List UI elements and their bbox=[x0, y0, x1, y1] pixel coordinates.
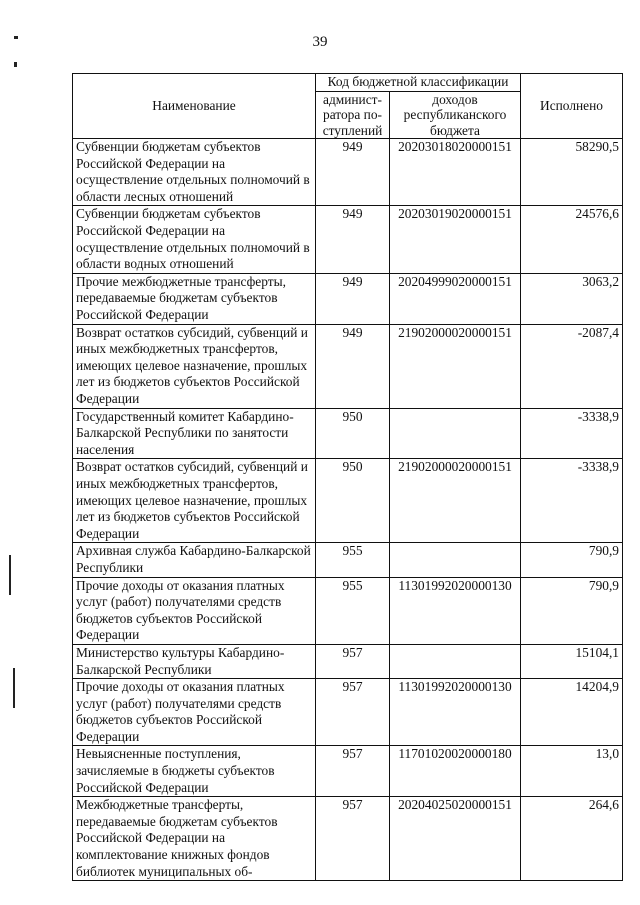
cell-name: Министерство культуры Кабардино-Балкарской Республики bbox=[73, 644, 316, 678]
cell-income-code: 11301992020000130 bbox=[390, 679, 521, 746]
table-row bbox=[73, 797, 623, 881]
cell-income-code: 21902000020000151 bbox=[390, 324, 521, 408]
table-row bbox=[73, 206, 623, 273]
cell-executed-amount: 790,9 bbox=[521, 543, 623, 577]
cell-executed-amount: 15104,1 bbox=[521, 644, 623, 678]
cell-executed-amount: 790,9 bbox=[521, 577, 623, 644]
cell-income-code bbox=[390, 543, 521, 577]
header-income: доходов республиканского бюджета bbox=[390, 91, 521, 139]
page-number: 39 bbox=[312, 34, 328, 50]
scan-margin-mark bbox=[9, 555, 11, 595]
scan-margin-mark bbox=[14, 36, 18, 39]
scan-margin-mark bbox=[13, 668, 15, 708]
table-row bbox=[73, 543, 623, 577]
cell-administrator-code: 949 bbox=[316, 324, 390, 408]
cell-administrator-code: 955 bbox=[316, 577, 390, 644]
cell-executed-amount: 14204,9 bbox=[521, 679, 623, 746]
cell-income-code: 11701020020000180 bbox=[390, 746, 521, 797]
cell-executed-amount: -3338,9 bbox=[521, 459, 623, 543]
cell-name: Возврат остатков субсидий, субвенций и иных межбюджетных трансфертов, имеющих целевое назначение, прошлых лет из бюджетов субъектов Российской Федерации bbox=[73, 324, 316, 408]
header-name: Наименование bbox=[73, 74, 316, 139]
table-row bbox=[73, 459, 623, 543]
budget-revenue-table bbox=[72, 73, 623, 881]
cell-income-code: 21902000020000151 bbox=[390, 459, 521, 543]
cell-name: Прочие межбюджетные трансферты, передаваемые бюджетам субъектов Российской Федерации bbox=[73, 273, 316, 324]
scan-margin-mark bbox=[14, 62, 17, 67]
cell-name: Субвенции бюджетам субъектов Российской Федерации на осуществление отдельных полномочий в области лесных отношений bbox=[73, 139, 316, 206]
cell-administrator-code: 957 bbox=[316, 746, 390, 797]
cell-executed-amount: 58290,5 bbox=[521, 139, 623, 206]
header-classification-group: Код бюджетной классификации bbox=[316, 74, 521, 92]
table-row bbox=[73, 644, 623, 678]
table-row bbox=[73, 273, 623, 324]
cell-income-code bbox=[390, 408, 521, 459]
cell-administrator-code: 950 bbox=[316, 408, 390, 459]
cell-income-code bbox=[390, 644, 521, 678]
table-row bbox=[73, 408, 623, 459]
cell-administrator-code: 950 bbox=[316, 459, 390, 543]
table-row bbox=[73, 324, 623, 408]
cell-name: Межбюджетные трансферты, передаваемые бюджетам субъектов Российской Федерации на комплектование книжных фондов библиотек муниципальных об- bbox=[73, 797, 316, 881]
cell-administrator-code: 957 bbox=[316, 644, 390, 678]
cell-name: Архивная служба Кабардино-Балкарской Республики bbox=[73, 543, 316, 577]
cell-administrator-code: 949 bbox=[316, 206, 390, 273]
table-body bbox=[73, 139, 623, 881]
cell-income-code: 20203019020000151 bbox=[390, 206, 521, 273]
cell-income-code: 20203018020000151 bbox=[390, 139, 521, 206]
cell-administrator-code: 949 bbox=[316, 139, 390, 206]
cell-name: Государственный комитет Кабардино-Балкарской Республики по занятости населения bbox=[73, 408, 316, 459]
cell-executed-amount: -3338,9 bbox=[521, 408, 623, 459]
cell-income-code: 11301992020000130 bbox=[390, 577, 521, 644]
table-row bbox=[73, 746, 623, 797]
cell-administrator-code: 955 bbox=[316, 543, 390, 577]
header-executed: Исполнено bbox=[521, 74, 623, 139]
table-row bbox=[73, 139, 623, 206]
cell-name: Субвенции бюджетам субъектов Российской Федерации на осуществление отдельных полномочий в области водных отношений bbox=[73, 206, 316, 273]
cell-executed-amount: -2087,4 bbox=[521, 324, 623, 408]
cell-name: Невыясненные поступления, зачисляемые в бюджеты субъектов Российской Федерации bbox=[73, 746, 316, 797]
cell-administrator-code: 957 bbox=[316, 797, 390, 881]
cell-name: Прочие доходы от оказания платных услуг (работ) получателями средств бюджетов субъектов Российской Федерации bbox=[73, 577, 316, 644]
header-administrator: админист-ратора по-ступлений bbox=[316, 91, 390, 139]
cell-executed-amount: 24576,6 bbox=[521, 206, 623, 273]
cell-administrator-code: 957 bbox=[316, 679, 390, 746]
cell-executed-amount: 3063,2 bbox=[521, 273, 623, 324]
cell-executed-amount: 264,6 bbox=[521, 797, 623, 881]
cell-administrator-code: 949 bbox=[316, 273, 390, 324]
table-row bbox=[73, 679, 623, 746]
cell-executed-amount: 13,0 bbox=[521, 746, 623, 797]
cell-name: Возврат остатков субсидий, субвенций и иных межбюджетных трансфертов, имеющих целевое назначение, прошлых лет из бюджетов субъектов Российской Федерации bbox=[73, 459, 316, 543]
cell-name: Прочие доходы от оказания платных услуг (работ) получателями средств бюджетов субъектов Российской Федерации bbox=[73, 679, 316, 746]
cell-income-code: 20204025020000151 bbox=[390, 797, 521, 881]
cell-income-code: 20204999020000151 bbox=[390, 273, 521, 324]
table-row bbox=[73, 577, 623, 644]
